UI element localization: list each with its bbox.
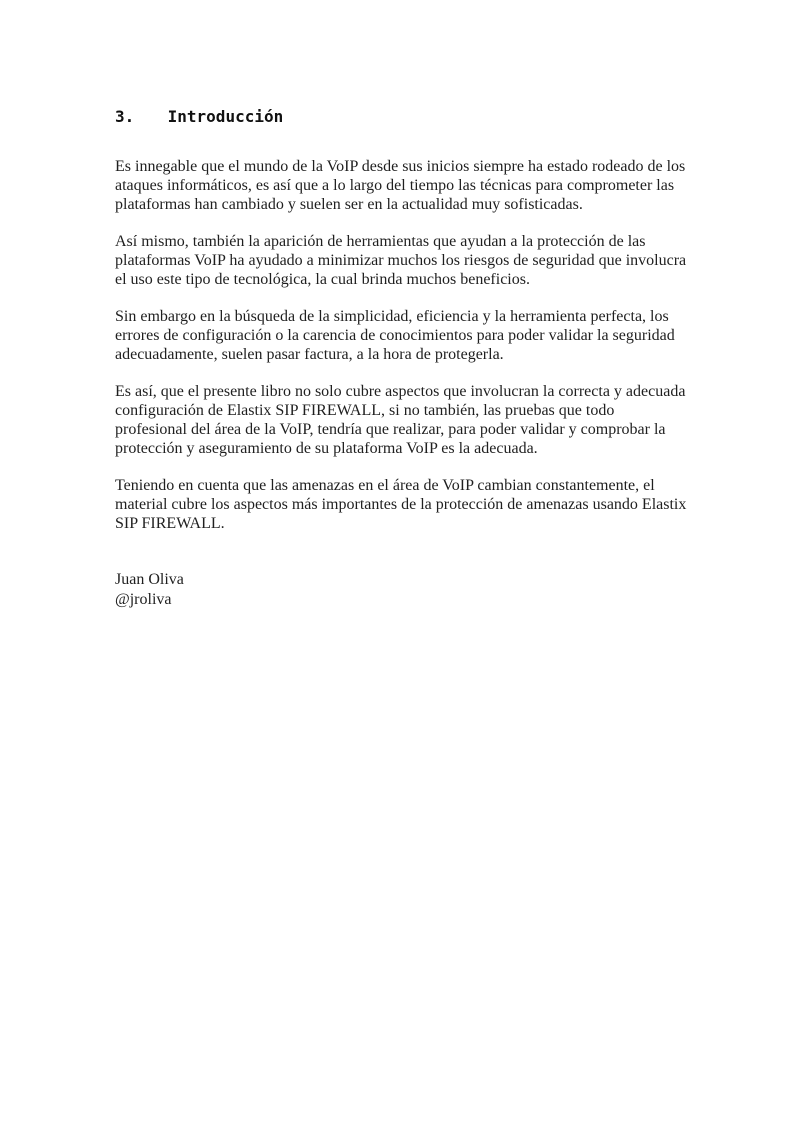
paragraph-4: Es así, que el presente libro no solo cubre aspectos que involucran la correcta y adecuada configuración de Elastix SIP FIREWALL, si no también, las pruebas que todo profesional del área de la VoIP, tendría que realizar, para poder validar y comprobar la protección y aseguramiento de su plataforma VoIP es la adecuada. (115, 383, 686, 457)
paragraph-5: Teniendo en cuenta que las amenazas en el área de VoIP cambian constantemente, el material cubre los aspectos más importantes de la protección de amenazas usando Elastix SIP FIREWALL. (115, 477, 687, 532)
section-number: 3. (115, 107, 135, 126)
paragraph-1: Es innegable que el mundo de la VoIP desde sus inicios siempre ha estado rodeado de los ataques informáticos, es así que a lo largo del tiempo las técnicas para comprometer las plataformas han cambiado y suelen ser en la actualidad muy sofisticadas. (115, 158, 686, 213)
signature-block (115, 570, 687, 610)
paragraph-2: Así mismo, también la aparición de herramientas que ayudan a la protección de las plataformas VoIP ha ayudado a minimizar muchos los riesgos de seguridad que involucra el uso este tipo de tecnológica, la cual brinda muchos beneficios. (115, 233, 687, 288)
paragraph-3: Sin embargo en la búsqueda de la simplicidad, eficiencia y la herramienta perfecta, los errores de configuración o la carencia de conocimientos para poder validar la seguridad adecuadamente, suelen pasar factura, a la hora de protegerla. (115, 308, 675, 363)
section-title: Introducción (167, 107, 284, 126)
author-name: Juan Oliva (115, 571, 184, 588)
section-heading (115, 107, 687, 127)
author-handle: @jroliva (115, 591, 172, 608)
